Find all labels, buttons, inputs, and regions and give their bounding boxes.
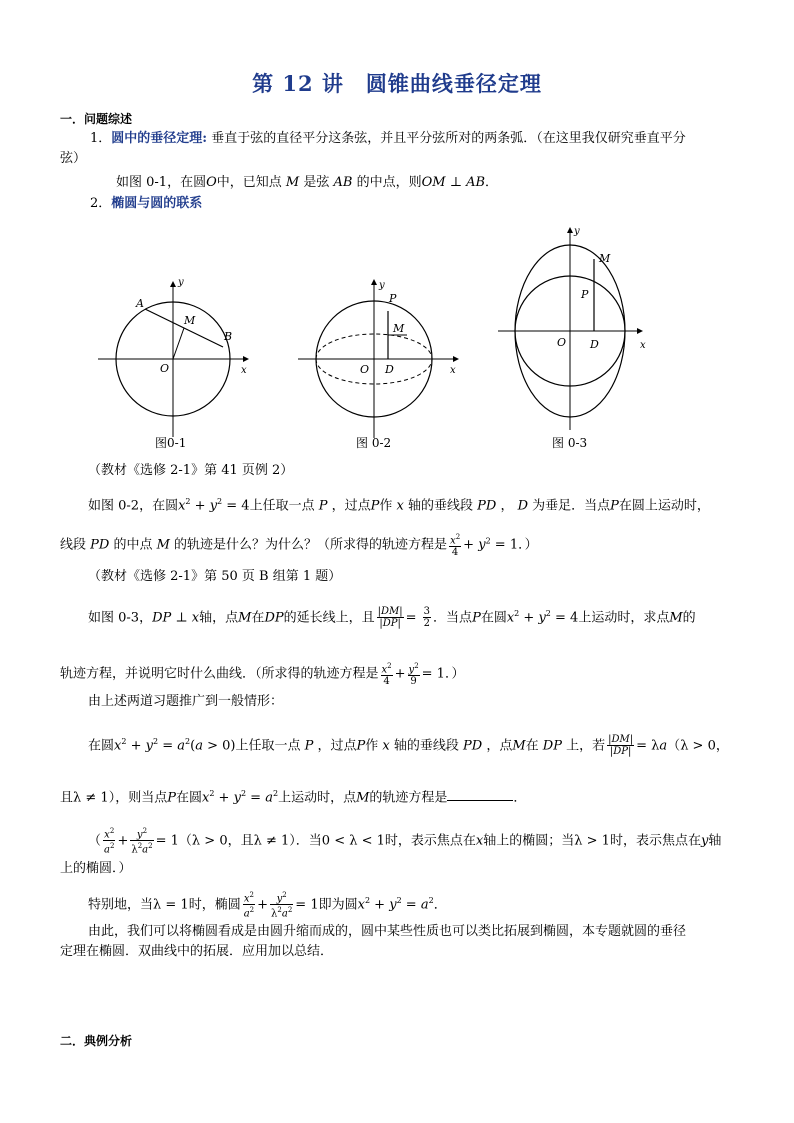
section-heading-2: 二．典例分析 <box>60 1034 133 1048</box>
figure-0-2 <box>298 280 458 438</box>
svg-text:P: P <box>389 292 397 305</box>
example-2-line-2: 轨迹方程，并说明它时什么曲线．（所求得的轨迹方程是 $\frac{x^2}{4}$ + $\frac{y^2}{9}$ = 1．） <box>60 662 465 688</box>
subheading-ellipse-circle: 2．椭圆与圆的联系 <box>90 196 203 211</box>
example-2-line-1: 如图 0-3，DP ⊥ x轴，点M在DP的延长线上，且 $\frac{|DM|}{|DP|}$ = $\frac{3}{2}$ ．当点P在圆$x^2 + y^2 = 4$上运动时，求点M的 <box>88 606 696 630</box>
figure-caption-0-3: 图 0-3 <box>552 436 588 450</box>
svg-text:x: x <box>640 340 646 351</box>
paragraph-perpendicular-theorem: 1．圆中的垂径定理: 垂直于弦的直径平分这条弦，并且平分弦所对的两条弧．（在这里我仅研究垂直平分 <box>90 131 686 146</box>
svg-text:M: M <box>184 314 196 327</box>
svg-text:D: D <box>590 338 599 351</box>
answer-blank <box>447 788 513 801</box>
figure-0-3 <box>498 226 646 430</box>
generalization-line-1: 在圆$x^2 + y^2 = a^2(a > 0)$上任取一点 P ，过点P作 x 轴的垂线段 PD ，点M在 DP 上，若 $\frac{|DM|}{|DP|}$ = λa（λ > 0， <box>88 734 729 758</box>
svg-text:x: x <box>241 365 247 376</box>
svg-text:O: O <box>360 363 370 376</box>
theorem-name: 圆中的垂径定理: <box>111 131 208 146</box>
conclusion-line-1: 由此，我们可以将椭圆看成是由圆升缩而成的，圆中某些性质也可以类比拓展到椭圆，本专题就圆的垂径 <box>88 924 687 939</box>
svg-text:D: D <box>385 363 394 376</box>
section-heading-1: 一．问题综述 <box>60 112 133 126</box>
page-title: 第 12 讲 圆锥曲线垂径定理 <box>252 71 542 96</box>
generalization-line-2: 且λ ≠ 1），则当点P在圆$x^2 + y^2 = a^2$上运动时，点M的轨迹方程是 ． <box>60 789 527 806</box>
answer-line-1: （ $\frac{x^2}{a^2}$ + $\frac{y^2}{\lambda^2a^2}$ = 1（λ > 0，且λ ≠ 1）．当0 < λ < 1时，表示焦点在x轴上的椭圆；当λ > 1时，表示焦点在y轴 <box>88 827 722 856</box>
figure-caption-0-2: 图 0-2 <box>356 436 392 450</box>
paragraph-continuation: 弦） <box>60 151 87 166</box>
example-1-line-2: 线段 PD 的中点 M 的轨迹是什么？为什么？（所求得的轨迹方程是 $\frac{x^2}{4}$ + $y^2 = 1$．） <box>60 533 538 559</box>
generalization-intro: 由上述两道习题推广到一般情形： <box>88 694 284 709</box>
reference-1: （教材《选修 2-1》第 41 页例 2） <box>88 463 294 478</box>
reference-2: （教材《选修 2-1》第 50 页 B 组第 1 题） <box>88 569 342 584</box>
svg-text:y: y <box>379 280 385 291</box>
special-case: 特别地，当λ = 1时，椭圆 $\frac{x^2}{a^2}$ + $\frac{y^2}{\lambda^2a^2}$ = 1即为圆$x^2 + y^2 = a^2$． <box>88 891 447 920</box>
paragraph-figure01-note: 如图 0-1，在圆O中，已知点 M 是弦 AB 的中点，则OM ⊥ AB． <box>116 175 499 190</box>
svg-text:O: O <box>160 362 170 375</box>
svg-text:y: y <box>574 226 580 237</box>
answer-line-2: 上的椭圆．） <box>60 861 132 876</box>
svg-text:M: M <box>599 252 611 265</box>
svg-text:P: P <box>581 288 589 301</box>
figures-area <box>90 222 670 457</box>
svg-text:M: M <box>393 322 405 335</box>
svg-text:y: y <box>178 277 184 288</box>
svg-text:O: O <box>557 336 567 349</box>
figure-caption-0-1: 图0-1 <box>155 436 187 450</box>
conclusion-line-2: 定理在椭圆．双曲线中的拓展．应用加以总结． <box>60 944 334 959</box>
svg-text:A: A <box>136 297 144 310</box>
svg-text:B: B <box>224 330 233 343</box>
figure-0-1 <box>98 277 248 437</box>
example-1-line-1: 如图 0-2，在圆$x^2 + y^2 = 4$上任取一点 P ，过点P作 x 轴的垂线段 PD ， D 为垂足．当点P在圆上运动时， <box>88 497 710 514</box>
svg-text:x: x <box>450 365 456 376</box>
